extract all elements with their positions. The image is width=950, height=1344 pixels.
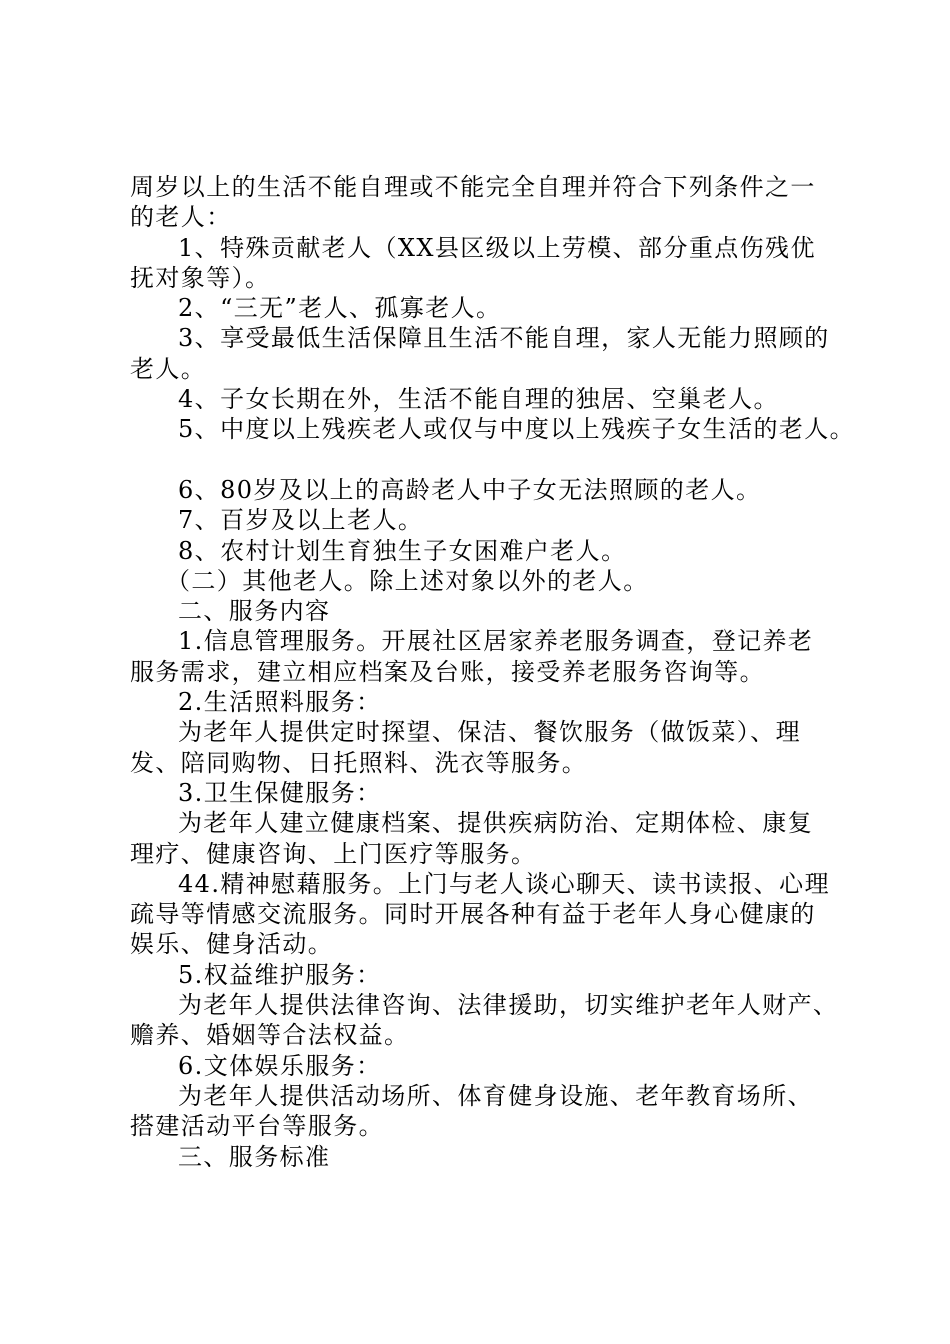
- service-item-5: 5.权益维护服务：: [178, 960, 382, 989]
- paragraph-line: 为老年人提供定时探望、保洁、餐饮服务（做饭菜）、理: [178, 718, 801, 747]
- list-item-4: 4、子女长期在外，生活不能自理的独居、空巢老人。: [178, 385, 779, 414]
- list-item-1: 1、特殊贡献老人（XX县区级以上劳模、部分重点伤残优: [178, 233, 816, 262]
- list-item-3: 3、享受最低生活保障且生活不能自理，家人无能力照顾的: [178, 324, 830, 353]
- service-item-2: 2.生活照料服务：: [178, 688, 382, 717]
- paragraph-line: 疏导等情感交流服务。同时开展各种有益于老年人身心健康的: [130, 900, 816, 929]
- paragraph-line: 为老年人提供法律咨询、法律援助，切实维护老年人财产、: [178, 991, 839, 1020]
- document-body: [130, 172, 856, 1172]
- section-heading-service-standard: 三、服务标准: [178, 1142, 331, 1171]
- paragraph-line: 为老年人建立健康档案、提供疾病防治、定期体检、康复: [178, 809, 813, 838]
- paragraph-line: 娱乐、健身活动。: [130, 930, 334, 959]
- list-item-5: 5、中度以上残疾老人或仅与中度以上残疾子女生活的老人。: [178, 415, 856, 444]
- paragraph-line: 的老人：: [130, 203, 232, 232]
- list-item-6: 6、80岁及以上的高龄老人中子女无法照顾的老人。: [178, 475, 762, 504]
- paragraph-line: 理疗、健康咨询、上门医疗等服务。: [130, 839, 537, 868]
- blank-line: [130, 445, 850, 475]
- list-item-8: 8、农村计划生育独生子女困难户老人。: [178, 536, 627, 565]
- service-item-4: 44.精神慰藉服务。上门与老人谈心聊天、读书读报、心理: [178, 869, 830, 898]
- service-item-1: 1.信息管理服务。开展社区居家养老服务调查，登记养老: [178, 627, 814, 656]
- service-item-3: 3.卫生保健服务：: [178, 778, 382, 807]
- service-item-6: 6.文体娱乐服务：: [178, 1051, 382, 1080]
- paragraph-line: 老人。: [130, 354, 207, 383]
- list-item-2: 2、“三无”老人、孤寡老人。: [178, 294, 502, 323]
- section-heading-service-content: 二、服务内容: [178, 597, 331, 626]
- paragraph-line: 为老年人提供活动场所、体育健身设施、老年教育场所、: [178, 1081, 813, 1110]
- paragraph-line: 赡养、婚姻等合法权益。: [130, 1021, 410, 1050]
- paragraph-line: 发、陪同购物、日托照料、洗衣等服务。: [130, 748, 588, 777]
- paragraph-line: 周岁以上的生活不能自理或不能完全自理并符合下列条件之一: [130, 173, 816, 201]
- paragraph-line: 服务需求，建立相应档案及台账，接受养老服务咨询等。: [130, 657, 765, 686]
- paragraph-line: 抚对象等）。: [130, 263, 271, 292]
- subsection-other-elderly: （二）其他老人。除上述对象以外的老人。: [166, 566, 649, 595]
- list-item-7: 7、百岁及以上老人。: [178, 506, 424, 535]
- paragraph-line: 搭建活动平台等服务。: [130, 1112, 384, 1141]
